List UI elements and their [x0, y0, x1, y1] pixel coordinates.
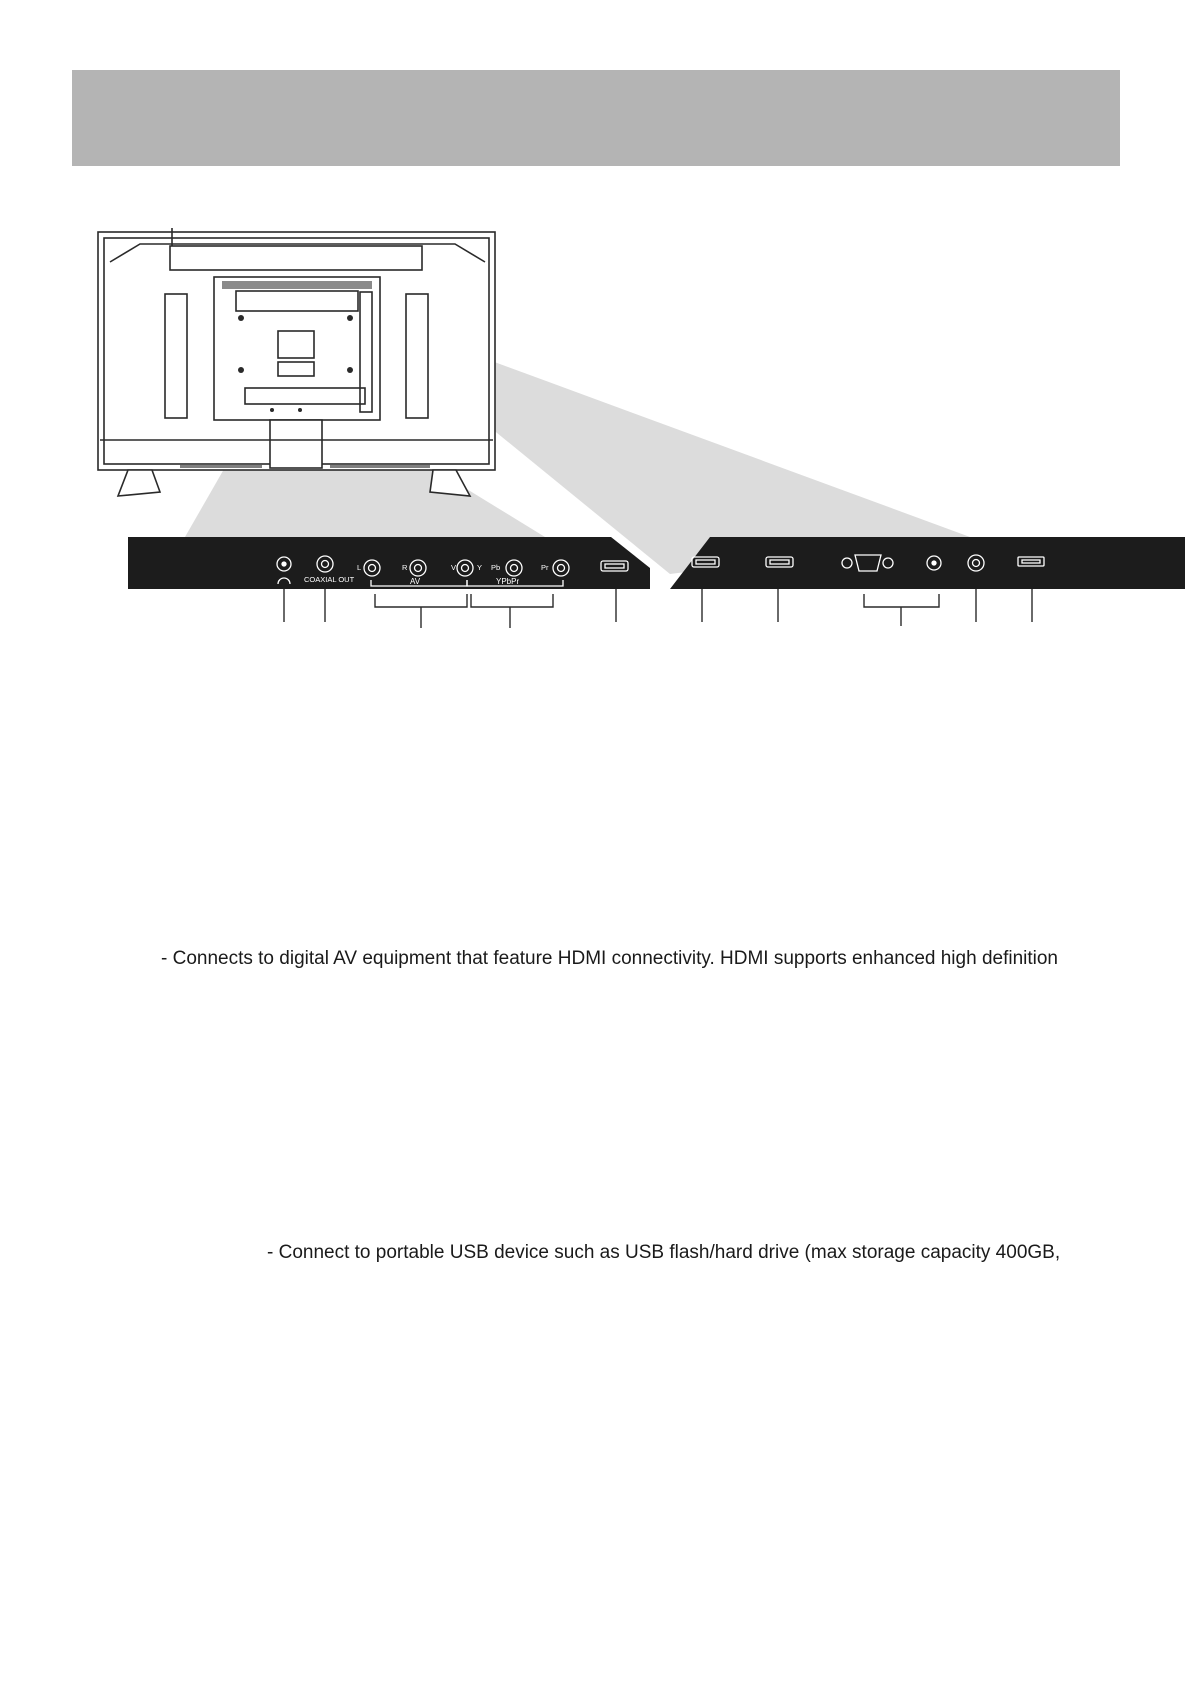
coaxial-out-label: COAXIAL OUT — [304, 575, 355, 584]
callout-lines — [284, 589, 1032, 628]
hdmi-description-text: - Connects to digital AV equipment that feature HDMI connectivity. HDMI supports enhanced high definition — [161, 948, 1058, 969]
av-r-label: R — [402, 563, 408, 572]
av-v-label: V — [451, 563, 457, 572]
ypbpr-y-label: Y — [477, 563, 483, 572]
ypbpr-group-label: YPbPr — [496, 577, 520, 586]
left-connector-panel — [128, 537, 650, 589]
ypbpr-pr-label: Pr — [541, 563, 549, 572]
av-l-label: L — [357, 563, 362, 572]
av-group-label: AV — [410, 577, 421, 586]
usb-description-text: - Connect to portable USB device such as USB flash/hard drive (max storage capacity 400GB, — [267, 1242, 1061, 1263]
tv-rear-view — [98, 228, 495, 496]
ypbpr-pb-label: Pb — [491, 563, 501, 572]
